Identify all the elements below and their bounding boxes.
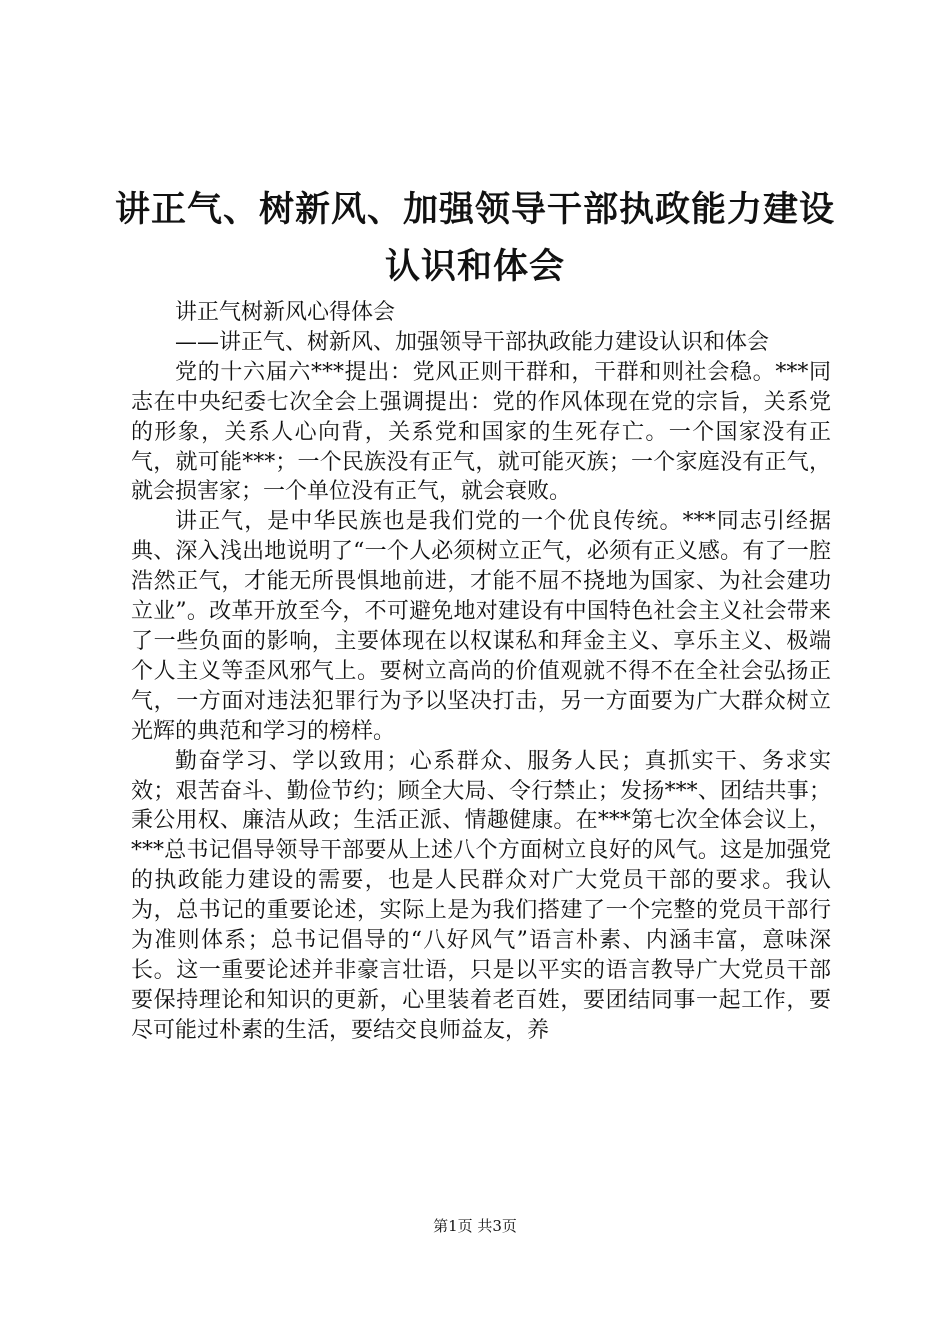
paragraph-subheading: ——讲正气、树新风、加强领导干部执政能力建设认识和体会 [175,329,770,355]
paragraph-subtitle: 讲正气树新风心得体会 [175,300,396,325]
document-body [131,298,831,1046]
document-title-line1: 讲正气、树新风、加强领导干部执政能力建设 [114,189,835,230]
paragraph: 讲正气，是中华民族也是我们党的一个优良传统。***同志引经据典、深入浅出地说明了“一个人必须树立正气，必须有正义感。有了一腔浩然正气，才能无所畏惧地前进，才能不屈不挠地为国家、为社会建功立业”。改革开放至今，不可避免地对建设有中国特色社会主义社会带来了一些负面的影响，主要体现在以权谋私和拜金主义、享乐主义、极端个人主义等歪风邪气上。要树立高尚的价值观就不得不在全社会弘扬正气，一方面对违法犯罪行为予以坚决打击，另一方面要为广大群众树立光辉的典范和学习的榜样。 [131,509,831,744]
paragraph: 党的十六届六***提出：党风正则干群和，干群和则社会稳。***同志在中央纪委七次全会上强调提出：党的作风体现在党的宗旨，关系党的形象，关系人心向背，关系党和国家的生死存亡。一个国家没有正气，就可能***；一个民族没有正气，就可能灭族；一个家庭没有正气，就会损害家；一个单位没有正气，就会衰败。 [131,359,831,505]
paragraph: 勤奋学习、学以致用；心系群众、服务人民；真抓实干、务求实效；艰苦奋斗、勤俭节约；顾全大局、令行禁止；发扬***、团结共事；秉公用权、廉洁从政；生活正派、情趣健康。在***第七次全体会议上，***总书记倡导领导干部要从上述八个方面树立良好的风气。这是加强党的执政能力建设的需要，也是人民群众对广大党员干部的要求。我认为，总书记的重要论述，实际上是为我们搭建了一个完整的党员干部行为准则体系；总书记倡导的“八好风气”语言朴素、内涵丰富，意味深长。这一重要论述并非豪言壮语，只是以平实的语言教导广大党员干部要保持理论和知识的更新，心里装着老百姓，要团结同事一起工作，要尽可能过朴素的生活，要结交良师益友，养 [131,748,831,1043]
document-title-line2: 认识和体会 [384,246,565,287]
page-number-footer: 第1页 共3页 [433,1217,517,1235]
